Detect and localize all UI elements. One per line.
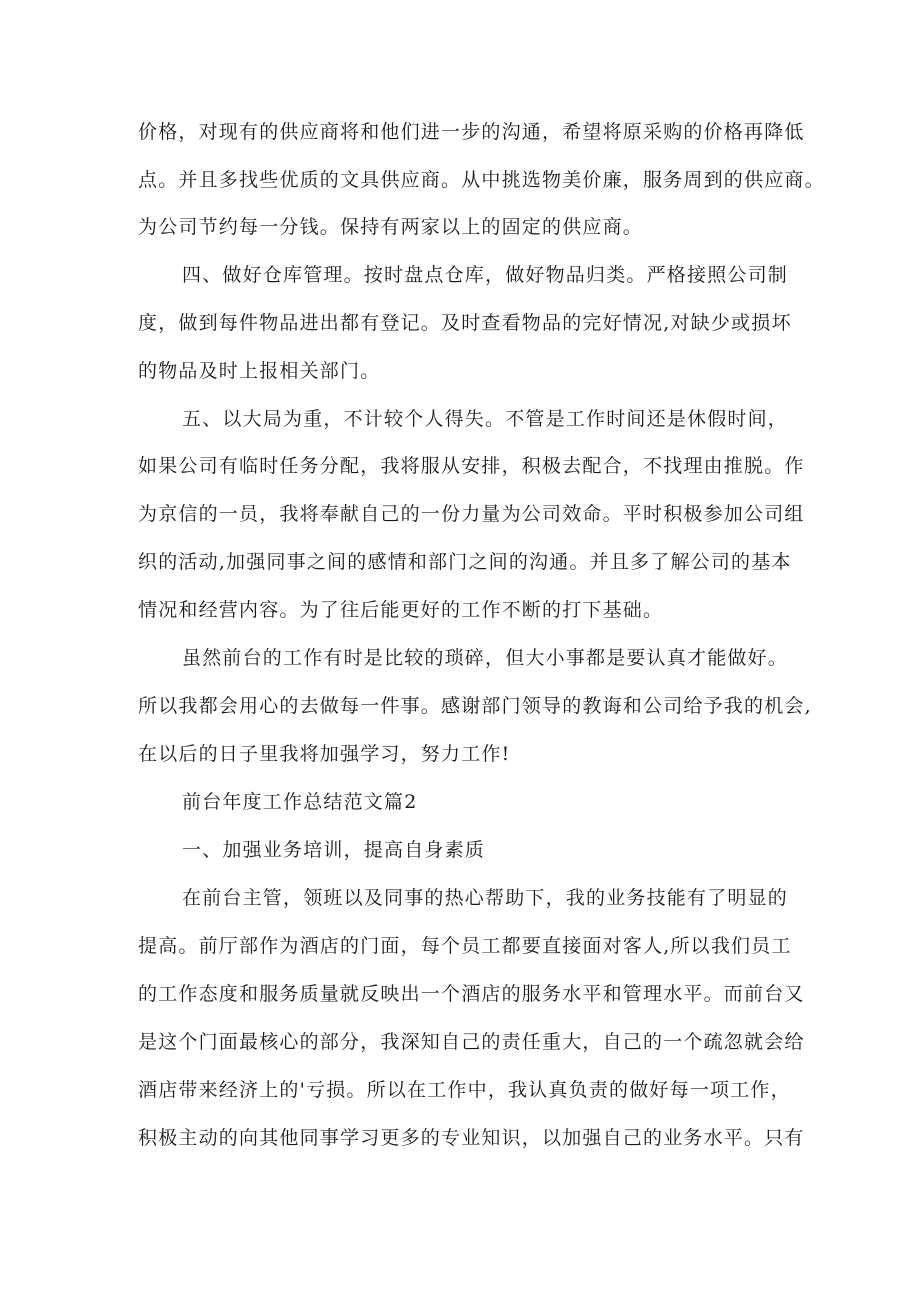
paragraph-first-line: 在前台主管，领班以及同事的热心帮助下，我的业务技能有了明显的 <box>182 887 789 909</box>
text-line: 是这个门面最核心的部分，我深知自己的责任重大，自己的一个疏忽就会给 <box>138 1031 805 1053</box>
text-line: 织的活动,加强同事之间的感情和部门之间的沟通。并且多了解公司的基本 <box>138 551 792 573</box>
text-line: 的物品及时上报相关部门。 <box>138 360 381 382</box>
text-line: 为公司节约每一分钱。保持有两家以上的固定的供应商。 <box>138 216 644 238</box>
paragraph-first-line: 四、做好仓库管理。按时盘点仓库，做好物品归类。严格接照公司制 <box>182 264 789 286</box>
text-line: 的工作态度和服务质量就反映出一个酒店的服务水平和管理水平。而前台又 <box>138 983 805 1005</box>
text-line: 为京信的一员，我将奉献自己的一份力量为公司效命。平时积极参加公司组 <box>138 503 805 525</box>
text-line: 提高。前厅部作为酒店的门面，每个员工都要直接面对客人,所以我们员工 <box>138 935 792 957</box>
text-line: 所以我都会用心的去做每一件事。感谢部门领导的教诲和公司给予我的机会, <box>138 695 812 717</box>
text-line: 价格，对现有的供应商将和他们进一步的沟通，希望将原采购的价格再降低 <box>138 121 805 143</box>
text-line: 如果公司有临时任务分配，我将服从安排，积极去配合，不找理由推脱。作 <box>138 455 805 477</box>
subsection-heading: 一、加强业务培训，提高自身素质 <box>182 839 486 861</box>
paragraph-first-line: 虽然前台的工作有时是比较的琐碎，但大小事都是要认真才能做好。 <box>182 647 789 669</box>
text-line: 点。并且多找些优质的文具供应商。从中挑选物美价廉，服务周到的供应商。 <box>138 169 825 191</box>
text-line: 酒店带来经济上的'亏损。所以在工作中，我认真负责的做好每一项工作， <box>138 1079 791 1101</box>
paragraph-first-line: 五、以大局为重，不计较个人得失。不管是工作时间还是休假时间， <box>182 408 789 430</box>
text-line: 情况和经营内容。为了往后能更好的工作不断的打下基础。 <box>138 599 664 621</box>
text-line: 度，做到每件物品进出都有登记。及时查看物品的完好情况,对缺少或损坏 <box>138 312 792 334</box>
section-heading: 前台年度工作总结范文篇2 <box>182 791 418 813</box>
text-line: 积极主动的向其他同事学习更多的专业知识，以加强自己的业务水平。只有 <box>138 1127 805 1149</box>
text-line: 在以后的日子里我将加强学习，努力工作! <box>138 743 511 765</box>
